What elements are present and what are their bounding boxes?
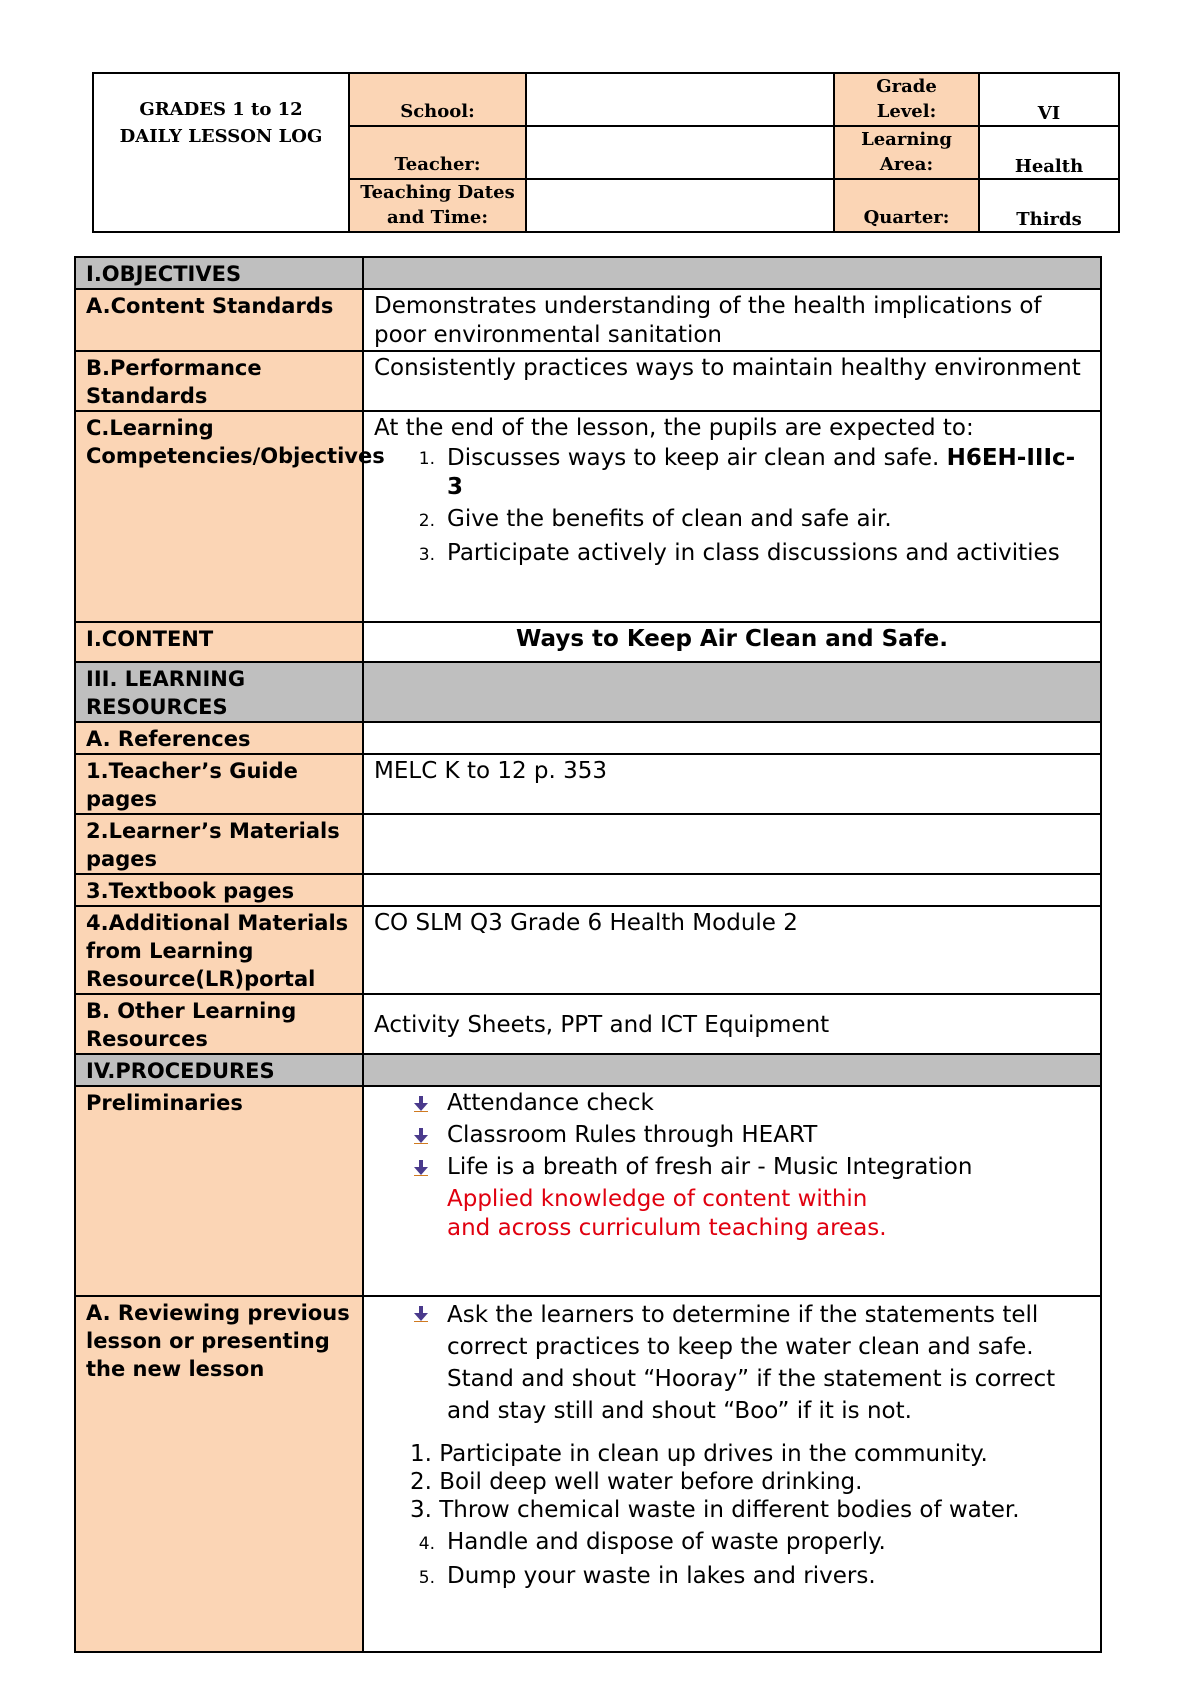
performance-standards-text: Consistently practices ways to maintain healthy environment [363,351,1101,411]
list-item [374,1299,1090,1427]
resources-heading: III. LEARNING RESOURCES [75,662,363,722]
area-label-line2: Area: [879,154,934,175]
competencies-label: C.Learning Competencies/Objectives [75,411,363,622]
content-heading: I.CONTENT [75,622,363,662]
down-arrow-bullet-icon [374,1153,447,1182]
integration-note-line1: Applied knowledge of content within [447,1186,868,1212]
table-row [75,722,1101,754]
statement-item: 1. Participate in clean up drives in the community. [410,1441,988,1467]
school-label: School: [349,73,526,126]
list-item [374,1562,1090,1593]
statement-text: Handle and dispose of waste properly. [447,1529,886,1555]
table-row [75,814,1101,874]
procedures-heading: IV.PROCEDURES [75,1054,363,1086]
objective-text: Discusses ways to keep air clean and safe. [447,445,947,471]
log-title-line2: DAILY LESSON LOG [119,126,323,147]
list-item [374,1121,1090,1150]
table-row [75,906,1101,994]
integration-note-line2: and across curriculum teaching areas. [447,1215,887,1241]
table-row [75,411,1101,622]
review-instruction-text: Ask the learners to determine if the statements tell correct practices to keep the water clean and safe. Stand and shout “Hooray” if the statement is correct and stay still and shout “Boo” if it is not. [447,1302,1056,1424]
table-row [75,1296,1101,1652]
table-row [75,622,1101,662]
objective-text: Give the benefits of clean and safe air. [447,506,892,532]
list-item [374,505,1090,536]
grade-level-label [834,73,979,126]
preliminary-item-text: Life is a breath of fresh air - Music Integration [447,1154,973,1180]
down-arrow-bullet-icon [374,1089,447,1118]
preliminaries-list [374,1089,1090,1182]
grade-level-value[interactable]: VI [979,73,1119,126]
lesson-log-header [92,72,1120,233]
teachers-guide-value: MELC K to 12 p. 353 [363,754,1101,814]
list-item [374,1153,1090,1182]
preliminary-item-text: Classroom Rules through HEART [447,1122,818,1148]
grade-label-line1: Grade [876,76,937,97]
table-row [75,994,1101,1054]
list-item [374,539,1090,570]
table-row [75,662,1101,722]
learners-materials-value [363,814,1101,874]
content-standards-label: A.Content Standards [75,289,363,351]
down-arrow-bullet-icon [374,1121,447,1150]
references-blank [363,722,1101,754]
review-instructions [374,1299,1090,1427]
objectives-heading: I.OBJECTIVES [75,257,363,289]
objective-number: 2. [418,511,435,531]
table-row [75,351,1101,411]
list-item [374,1089,1090,1118]
log-title [93,73,349,232]
statement-item: 3. Throw chemical waste in different bodies of water. [410,1497,1020,1523]
grade-label-line2: Level: [876,101,937,122]
procedures-heading-blank [363,1054,1101,1086]
objectives-list [374,443,1090,570]
table-row [75,1086,1101,1296]
table-row [75,874,1101,906]
statement-number: 5. [418,1568,435,1588]
school-field[interactable] [526,73,834,126]
additional-materials-label: 4.Additional Materials from Learning Resource(LR)portal [75,906,363,994]
other-resources-value: Activity Sheets, PPT and ICT Equipment [363,994,1101,1054]
textbook-value [363,874,1101,906]
table-row [75,257,1101,289]
learning-area-label [834,126,979,179]
area-label-line1: Learning [861,129,952,150]
list-item [374,1528,1090,1559]
teacher-label: Teacher: [349,126,526,179]
statement-text: Dump your waste in lakes and rivers. [447,1563,876,1589]
references-label: A. References [75,722,363,754]
objectives-heading-blank [363,257,1101,289]
list-item [374,443,1090,502]
dates-label-line1: Teaching Dates [360,182,515,203]
statement-number: 4. [418,1534,435,1554]
table-row [75,754,1101,814]
dates-label-line2: and Time: [387,207,488,228]
textbook-label: 3.Textbook pages [75,874,363,906]
lesson-plan-table [74,256,1102,1653]
content-title: Ways to Keep Air Clean and Safe. [363,622,1101,662]
reviewing-lesson-cell [363,1296,1101,1652]
objective-number: 1. [418,449,435,469]
additional-materials-value: CO SLM Q3 Grade 6 Health Module 2 [363,906,1101,994]
statement-item: 2. Boil deep well water before drinking. [410,1469,863,1495]
competency-code: H6EH-IIIc-3 [447,445,1076,500]
preliminaries-label: Preliminaries [75,1086,363,1296]
table-row [75,1054,1101,1086]
performance-standards-label: B.Performance Standards [75,351,363,411]
teachers-guide-label: 1.Teacher’s Guide pages [75,754,363,814]
log-title-line1: GRADES 1 to 12 [139,99,303,120]
quarter-label: Quarter: [834,179,979,232]
competencies-intro: At the end of the lesson, the pupils are expected to: [374,415,974,441]
quarter-value[interactable]: Thirds [979,179,1119,232]
objective-text: Participate actively in class discussions and activities [447,540,1060,566]
learning-area-value[interactable]: Health [979,126,1119,179]
teaching-dates-label [349,179,526,232]
reviewing-lesson-label: A. Reviewing previous lesson or presenting the new lesson [75,1296,363,1652]
competencies-cell [363,411,1101,622]
learners-materials-label: 2.Learner’s Materials pages [75,814,363,874]
other-resources-label: B. Other Learning Resources [75,994,363,1054]
content-standards-text: Demonstrates understanding of the health implications of poor environmental sanitation [363,289,1101,351]
statements-list [374,1440,1090,1524]
table-row [75,289,1101,351]
preliminary-item-text: Attendance check [447,1090,654,1116]
objective-number: 3. [418,545,435,565]
preliminaries-cell [363,1086,1101,1296]
down-arrow-bullet-icon [374,1299,447,1328]
teacher-field[interactable] [526,126,834,179]
resources-heading-blank [363,662,1101,722]
teaching-dates-field[interactable] [526,179,834,232]
